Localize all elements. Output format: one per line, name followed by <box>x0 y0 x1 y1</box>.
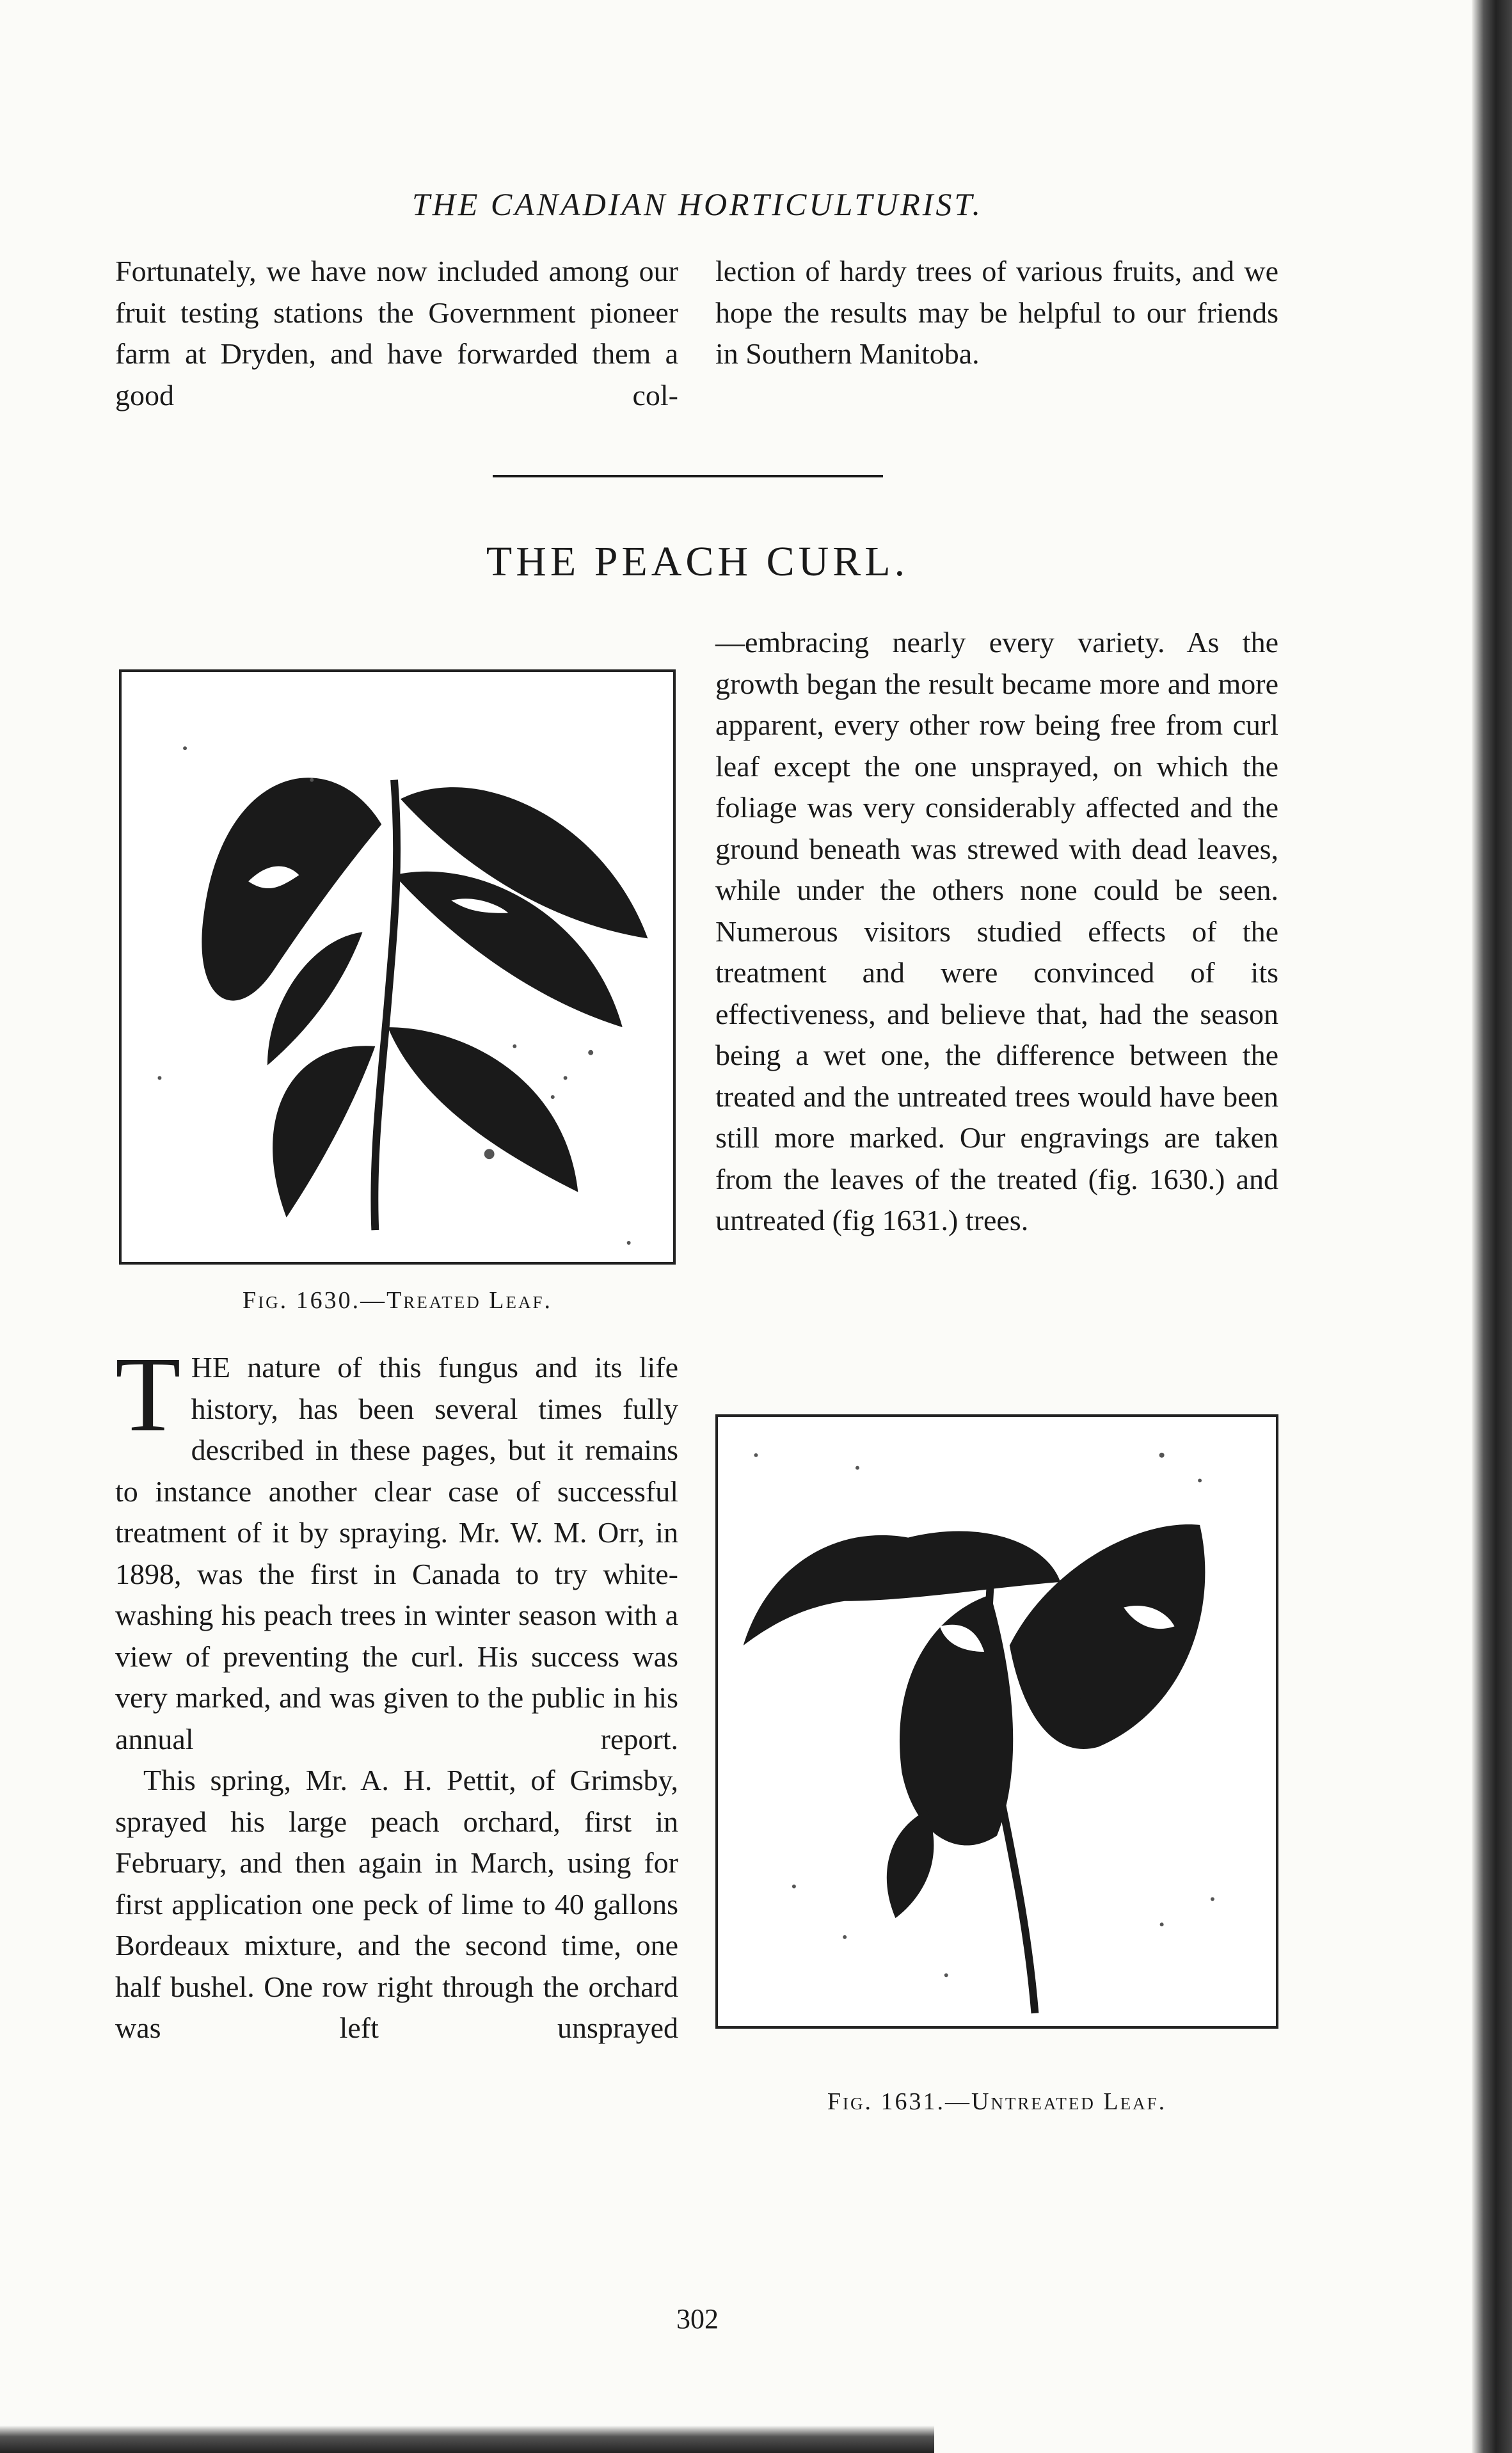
article-right-column: —embracing nearly every variety. As the growth began the result became more and more apparent, every other row being free from curl leaf except the one unsprayed, on which the foliage was very considerably affected and the ground beneath was strewed with dead leaves, while under the others none could be seen. Numerous visitors studied effects of the treatment and were convinced of its effectiveness, and believe that, had the season being a wet one, the difference between the treated and the untreated trees would have been still more marked. Our engravings are taken from the leaves of the treated (fig. 1630.) and untreated (fig 1631.) trees. <box>715 626 1278 1236</box>
scan-bottom-shadow <box>0 2425 934 2453</box>
untreated-leaf-engraving <box>718 1417 1276 2026</box>
article-left-column <box>115 1335 678 2049</box>
scan-edge-shadow <box>1472 0 1512 2453</box>
figure-untreated-leaf <box>715 1414 1278 2029</box>
caption-treated-leaf: Fig. 1630.—Treated Leaf. <box>242 1287 553 1314</box>
article-paragraph-1: HE nature of this fungus and its life history, has been several times fully described in these pages, but it remains to instance another clear case of successful treatment of it by spraying. Mr. W. M. Orr, in 1898, was the first in Canada to try white-washing his peach trees in winter season with a view of preventing the curl. His success was very marked, and was given to the public in his annual report. <box>115 1351 678 1755</box>
figure-treated-leaf <box>119 669 676 1265</box>
article-title: THE PEACH CURL. <box>486 538 909 585</box>
treated-leaf-engraving <box>122 672 673 1262</box>
intro-paragraph-right: lection of hardy trees of various fruits, and we hope the results may be helpful to our friends in Southern Manitoba. <box>715 255 1278 370</box>
page-number: 302 <box>676 2303 719 2335</box>
article-paragraph-2: This spring, Mr. A. H. Pettit, of Grimsby, sprayed his large peach orchard, first in February, and then again in March, using for first application one peck of lime to 40 gallons Bordeaux mixture, and the second time, one half bushel. One row right through the orchard was left unsprayed <box>115 1764 678 2044</box>
dropcap-letter: T <box>115 1335 181 1454</box>
intro-paragraph-left: Fortunately, we have now included among our fruit testing stations the Government pioneer farm at Dryden, and have forwarded them a good col- <box>115 255 678 411</box>
caption-untreated-leaf: Fig. 1631.—Untreated Leaf. <box>827 2088 1167 2115</box>
running-header: THE CANADIAN HORTICULTURIST. <box>411 186 983 222</box>
section-divider <box>493 475 883 477</box>
